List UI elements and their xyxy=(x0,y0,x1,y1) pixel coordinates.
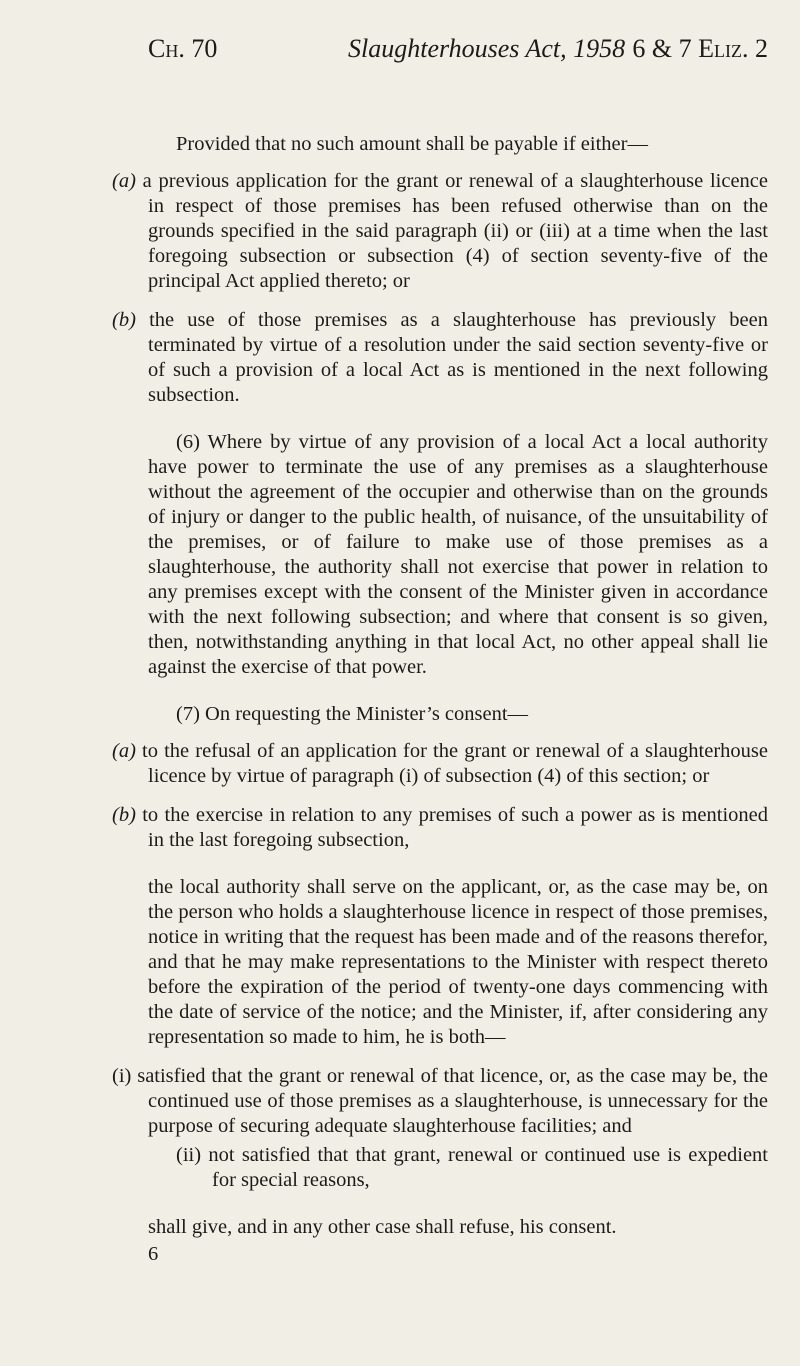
subsection-7-item-b xyxy=(112,803,769,853)
chapter-number: Ch. 70 xyxy=(148,34,218,63)
subsection-7-body: the local authority shall serve on the applicant, or, as the case may be, on the person who holds a slaughterhouse licence in respect of those premises, notice in writing that the request has been made and of the reasons therefor, and that he may make representations to the Minister with respect thereto before the expiration of the period of twenty-one days commencing with the date of service of the notice; and the Minister, if, after considering any representation so made to him, he is both— xyxy=(148,876,768,1048)
subsection-6: (6) Where by virtue of any provision of a local Act a local authority have power to terminate the use of any premises as a slaughterhouse without the agreement of the occupier and otherwise than on the grounds of injury or danger to the public health, of nuisance, of the unsuitability of the premises, or of failure to make use of those premises as a slaughterhouse, the authority shall not exercise that power in relation to any premises except with the consent of the Minister given in accordance with the next following subsection; and where that consent is so given, then, notwithstanding anything in that local Act, no other appeal shall lie against the exercise of that power. xyxy=(148,431,768,678)
subsection-7-item-i: (i) satisfied that the grant or renewal of that licence, or, as the case may be, the continued use of those premises as a slaughterhouse, is unnecessary for the purpose of securing adequate slaughterhouse facilities; and xyxy=(112,1065,768,1137)
item-text: to the exercise in relation to any premises of such a power as is mentioned in the last foregoing subsection, xyxy=(142,804,769,851)
act-title: Slaughterhouses Act, 1958 xyxy=(348,34,626,63)
running-header xyxy=(148,34,768,74)
item-text: a previous application for the grant or renewal of a slaughterhouse licence in respect of those premises has been refused otherwise than on the grounds specified in the said paragraph (ii) or (iii) at a time when the last foregoing subsection or subsection (4) of section seventy-five of the principal Act applied thereto; or xyxy=(142,170,768,292)
document-body xyxy=(112,132,769,1267)
item-label: (a) xyxy=(112,170,136,192)
item-label: (b) xyxy=(112,804,136,826)
item-label: (b) xyxy=(112,309,136,331)
proviso-item-a xyxy=(112,169,768,294)
item-label: (a) xyxy=(112,740,136,762)
subsection-7-item-ii: (ii) not satisfied that that grant, renewal or continued use is expedient for special reasons, xyxy=(176,1144,768,1191)
closing-line: shall give, and in any other case shall refuse, his consent. xyxy=(148,1216,617,1238)
subsection-7-intro: (7) On requesting the Minister’s consent— xyxy=(176,703,529,725)
proviso-intro: Provided that no such amount shall be payable if either— xyxy=(176,133,648,155)
regnal-year: 6 & 7 Eliz. 2 xyxy=(632,34,768,63)
subsection-7-item-a xyxy=(112,739,769,789)
item-text: to the refusal of an application for the grant or renewal of a slaughterhouse licence by virtue of paragraph (i) of subsection (4) of this section; or xyxy=(142,740,769,787)
item-text: the use of those premises as a slaughterhouse has previously been terminated by virtue of a resolution under the said section seventy-five or of such a provision of a local Act as is mentioned in the next following subsection. xyxy=(148,309,769,406)
page-number: 6 xyxy=(148,1243,159,1265)
proviso-item-b xyxy=(112,308,769,408)
